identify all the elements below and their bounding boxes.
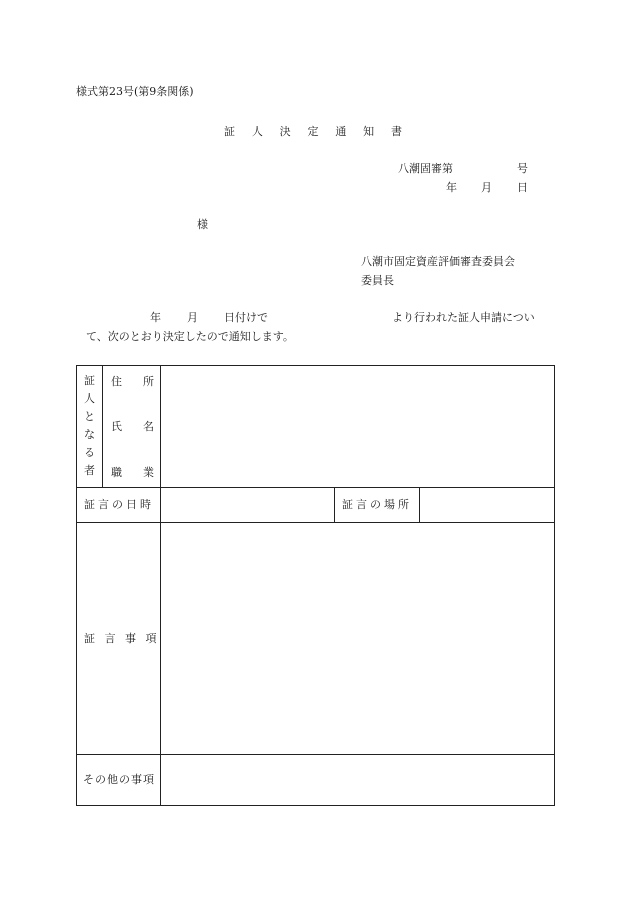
witness-group-char: る — [84, 446, 95, 459]
name-value[interactable] — [161, 406, 554, 446]
witness-group-char: と — [84, 410, 95, 423]
witness-group-char: な — [84, 428, 95, 441]
recipient-honorific: 様 — [197, 218, 208, 231]
document-number-prefix: 八潮固審第 — [398, 162, 453, 175]
name-label: 氏 名 — [111, 420, 154, 433]
title-char: 人 — [251, 125, 263, 138]
title-char: 証 — [224, 125, 235, 138]
column-divider — [334, 487, 335, 522]
witness-group-label — [77, 372, 102, 480]
occupation-value[interactable] — [161, 446, 554, 486]
title-char: 定 — [307, 125, 319, 138]
document-title — [224, 126, 402, 137]
issue-date-day: 日 — [517, 181, 528, 194]
testimony-datetime-value[interactable] — [161, 488, 334, 522]
testimony-place-value[interactable] — [420, 488, 554, 522]
body-year: 年 — [150, 311, 161, 324]
body-month: 月 — [187, 311, 198, 324]
address-label: 住 所 — [111, 375, 154, 388]
body-day-suffix: 日付けで — [224, 311, 268, 324]
body-line1-tail: より行われた証人申請につい — [392, 311, 535, 324]
document-number-suffix: 号 — [517, 162, 528, 175]
title-char: 知 — [363, 125, 375, 138]
address-value[interactable] — [161, 366, 554, 406]
witness-form-table — [76, 365, 555, 806]
testimony-datetime-label: 証言の日時 — [84, 498, 154, 511]
issuer-organization: 八潮市固定資産評価審査委員会 — [361, 255, 515, 268]
witness-group-char: 人 — [84, 392, 95, 405]
occupation-label: 職 業 — [111, 466, 154, 479]
issuer-position: 委員長 — [361, 274, 394, 287]
witness-group-char: 証 — [84, 374, 95, 387]
column-divider — [102, 366, 103, 487]
testimony-place-label: 証言の場所 — [342, 498, 412, 511]
issue-date-month: 月 — [481, 181, 492, 194]
title-char: 決 — [279, 125, 291, 138]
testimony-matters-label: 証 言 事 項 — [84, 632, 160, 645]
issue-date-year: 年 — [446, 181, 457, 194]
other-matters-label: その他の事項 — [83, 773, 155, 786]
form-number: 様式第23号(第9条関係) — [76, 85, 194, 98]
testimony-matters-value[interactable] — [161, 523, 554, 754]
other-matters-value[interactable] — [161, 755, 554, 805]
body-line2: て、次のとおり決定したので通知します。 — [86, 330, 294, 343]
title-char: 書 — [390, 125, 402, 138]
witness-group-char: 者 — [84, 464, 95, 477]
title-char: 通 — [335, 125, 347, 138]
